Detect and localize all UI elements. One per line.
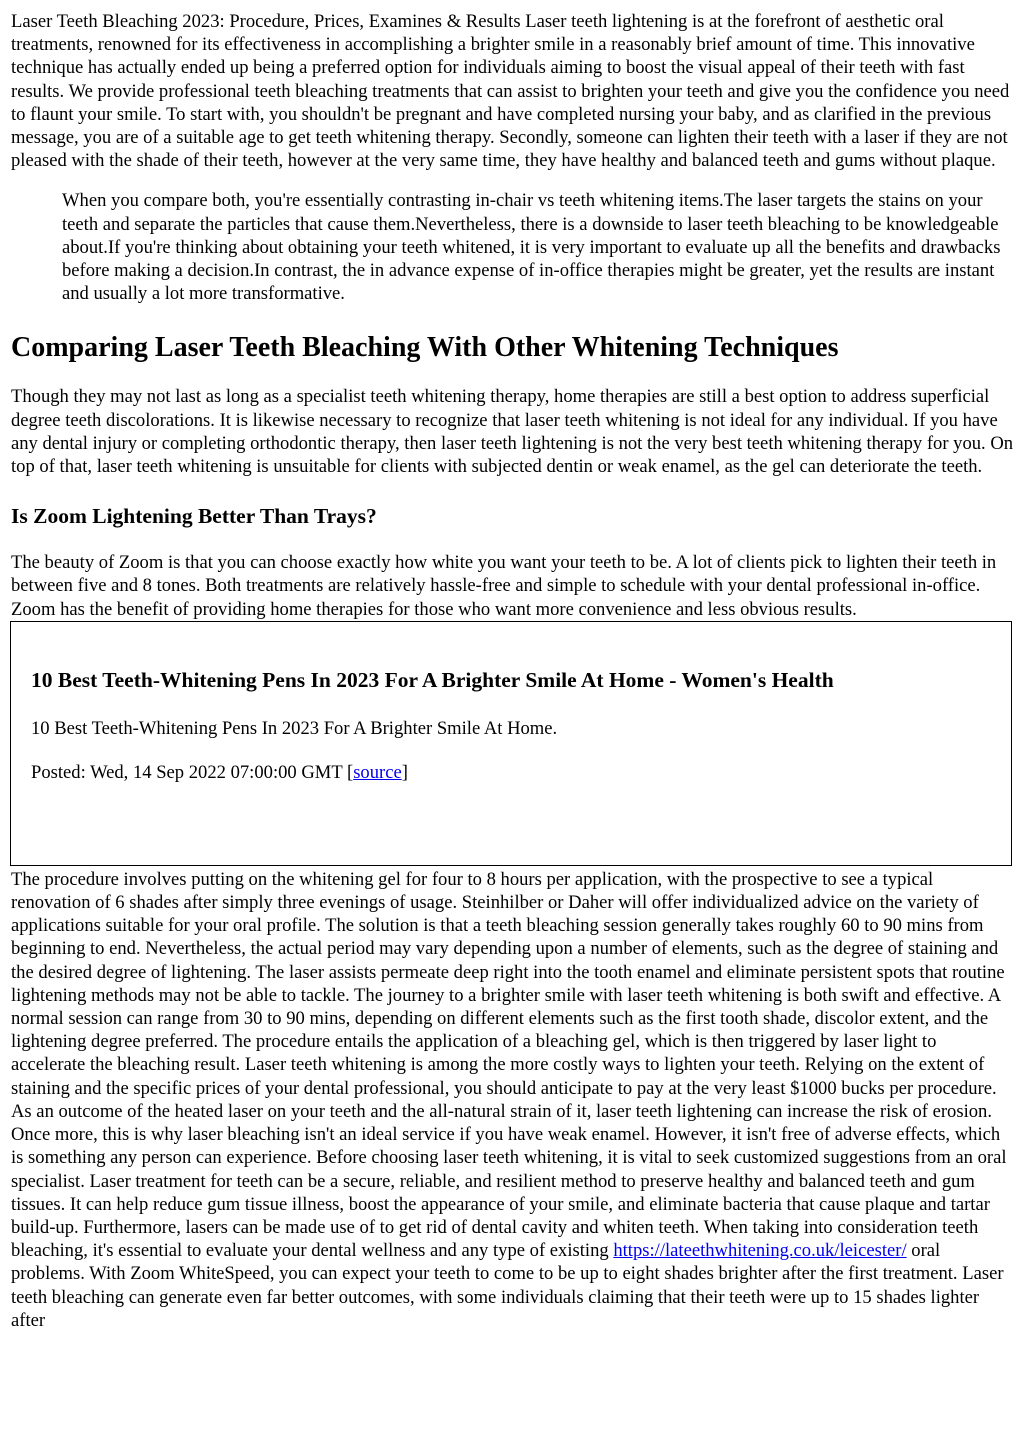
- section-heading: Comparing Laser Teeth Bleaching With Other Whitening Techniques: [11, 332, 839, 364]
- news-card: [10, 621, 1012, 866]
- news-title: 10 Best Teeth-Whitening Pens In 2023 For A Brighter Smile At Home - Women's Health: [31, 667, 834, 692]
- news-posted-line: [31, 761, 991, 784]
- intro-paragraph: Laser Teeth Bleaching 2023: Procedure, Prices, Examines & Results Laser teeth lightening is at the forefront of aesthetic oral treatments, renowned for its effectiveness in accomplishing a brighter smile in a reasonably brief amount of time. This innovative technique has actually ended up being a preferred option for individuals aiming to boost the visual appeal of their teeth with fast results. We provide professional teeth bleaching treatments that can assist to brighten your teeth and give you the confidence you need to flaunt your smile. To start with, you shouldn't be pregnant and have completed nursing your baby, and as clarified in the previous message, you are of a suitable age to get teeth whitening therapy. Secondly, someone can lighten their teeth with a laser if they are not pleased with the shade of their teeth, however at the very same time, they have healthy and balanced teeth and gums without plaque.: [11, 11, 1010, 172]
- closing-paragraph: [11, 868, 1014, 1332]
- news-posted-date: Posted: Wed, 14 Sep 2022 07:00:00 GMT [: [31, 762, 354, 784]
- news-posted-suffix: ]: [401, 762, 408, 784]
- closing-text-after-link: oral problems. With Zoom WhiteSpeed, you can expect your teeth to come to be up to eight shades brighter after the first treatment. Laser teeth bleaching can generate even far better outcomes, with some individuals claiming that their teeth were up to 15 shades lighter after: [11, 1240, 1004, 1331]
- subsection-heading: Is Zoom Lightening Better Than Trays?: [11, 504, 377, 529]
- leicester-link[interactable]: https://lateethwhitening.co.uk/leicester/: [613, 1240, 907, 1262]
- subsection-paragraph: The beauty of Zoom is that you can choose exactly how white you want your teeth to be. A lot of clients pick to lighten their teeth in between five and 8 tones. Both treatments are relatively hassle-free and simple to schedule with your dental professional in-office. Zoom has the benefit of providing home therapies for those who want more convenience and less obvious results.: [11, 552, 997, 620]
- blockquote: When you compare both, you're essentially contrasting in-chair vs teeth whitening items.The laser targets the stains on your teeth and separate the particles that cause them.Nevertheless, there is a downside to laser teeth bleaching to be knowledgeable about.If you're thinking about obtaining your teeth whitened, it is very important to evaluate up all the benefits and drawbacks before making a decision.In contrast, the in advance expense of in-office therapies might be greater, yet the results are instant and usually a lot more transformative.: [62, 190, 1001, 305]
- section-paragraph: Though they may not last as long as a specialist teeth whitening therapy, home therapies are still a best option to address superficial degree teeth discolorations. It is likewise necessary to recognize that laser teeth whitening is not ideal for any individual. If you have any dental injury or completing orthodontic therapy, then laser teeth lightening is not the very best teeth whitening therapy for you. On top of that, laser teeth whitening is unsuitable for clients with subjected dentin or weak enamel, as the gel can deteriorate the teeth.: [11, 386, 1014, 478]
- news-description: 10 Best Teeth-Whitening Pens In 2023 For A Brighter Smile At Home.: [31, 717, 558, 739]
- news-source-link[interactable]: source: [353, 762, 402, 784]
- closing-text-before-link: The procedure involves putting on the whitening gel for four to 8 hours per application, with the prospective to see a typical renovation of 6 shades after simply three evenings of usage. Steinhilber or Daher will offer individualized advice on the variety of applications suitable for your oral profile. The solution is that a teeth bleaching session generally takes roughly 60 to 90 mins from beginning to end. Nevertheless, the actual period may vary depending upon a number of elements, such as the degree of staining and the desired degree of lightening. The laser assists permeate deep right into the tooth enamel and eliminate persistent spots that routine lightening methods may not be able to tackle. The journey to a brighter smile with laser teeth whitening is both swift and effective. A normal session can range from 30 to 90 mins, depending on different elements such as the first tooth shade, discolor extent, and the lightening degree preferred. The procedure entails the application of a bleaching gel, which is then triggered by laser light to accelerate the bleaching result. Laser teeth whitening is among the more costly ways to lighten your teeth. Relying on the extent of staining and the specific prices of your dental professional, you should anticipate to pay at the very least $1000 bucks per procedure. As an outcome of the heated laser on your teeth and the all-natural strain of it, laser teeth lightening can increase the risk of erosion. Once more, this is why laser bleaching isn't an ideal service if you have weak enamel. However, it isn't free of adverse effects, which is something any person can experience. Before choosing laser teeth whitening, it is vital to seek customized suggestions from an oral specialist. Laser treatment for teeth can be a secure, reliable, and resilient method to preserve healthy and balanced teeth and gum tissues. It can help reduce gum tissue illness, boost the appearance of your smile, and eliminate bacteria that cause plaque and tartar build-up. Furthermore, lasers can be made use of to get rid of dental cavity and whiten teeth. When taking into consideration teeth bleaching, it's essential to evaluate your dental wellness and any type of existing: [11, 868, 1007, 1262]
